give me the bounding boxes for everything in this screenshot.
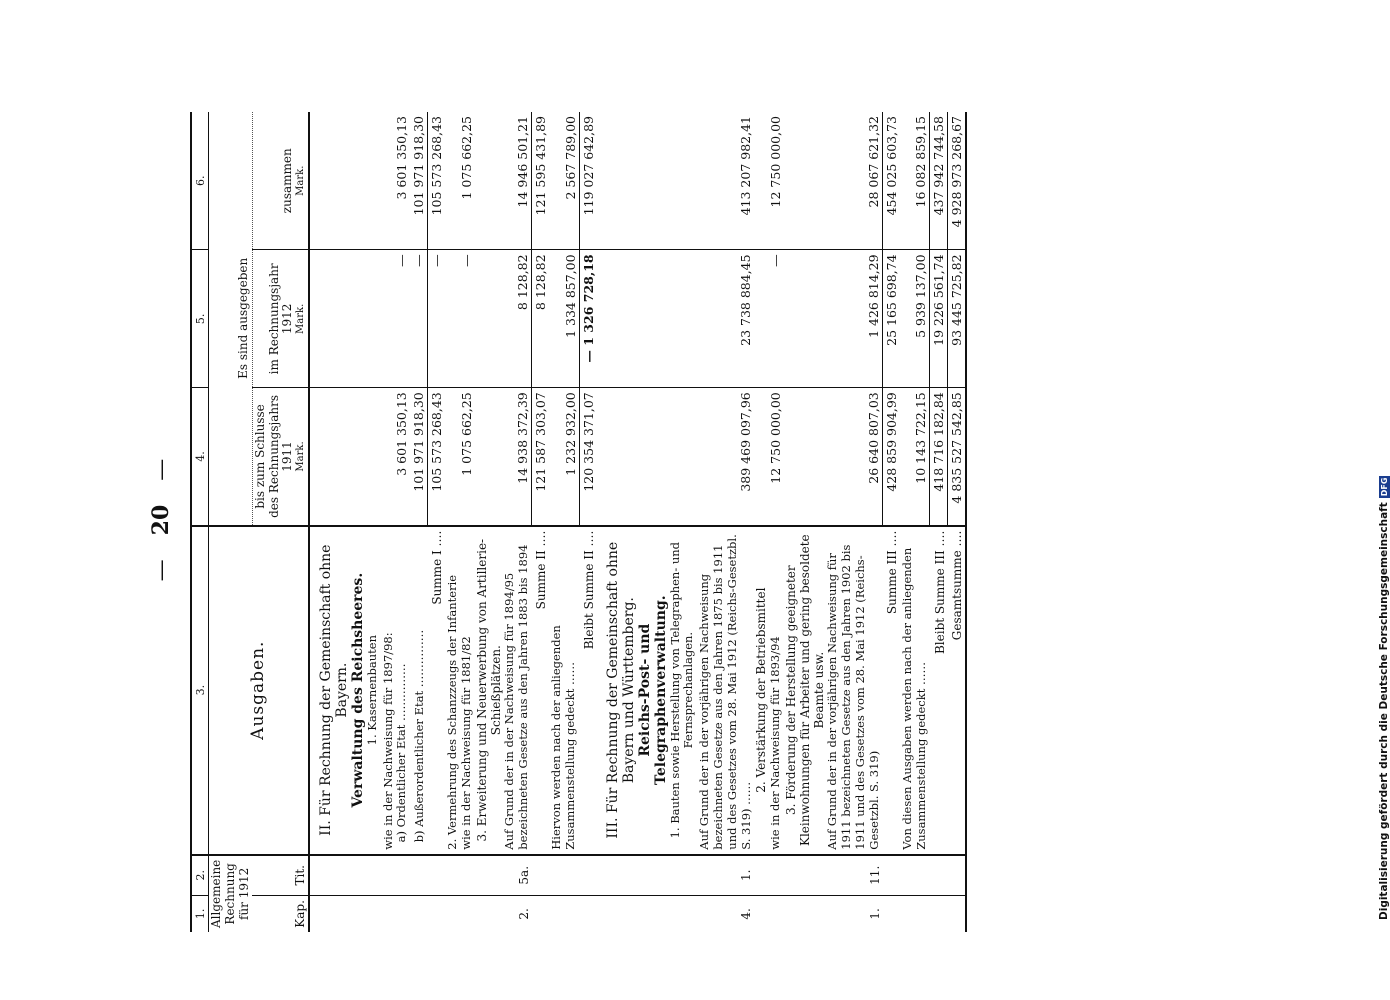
tit-number: 11. [784, 855, 883, 896]
cell-value: 389 469 097,96 [697, 388, 754, 526]
header-col6: zusammen Mark. [252, 112, 308, 250]
table-row [410, 112, 428, 932]
table-row [930, 112, 948, 932]
row-label: Von diesen Ausgaben werden nach der anliegenden Zusammenstellung gedeckt …… [900, 526, 930, 855]
table-row [428, 112, 446, 932]
rotated-page-content [140, 90, 1250, 950]
cell-value: 119 027 642,89 [579, 112, 597, 250]
col-num-5: 5. [191, 250, 209, 388]
table-row [579, 112, 597, 932]
cell-value: 10 143 722,15 [900, 388, 930, 526]
row-label: Hiervon werden nach der anliegenden Zusammenstellung gedeckt …… [549, 526, 579, 855]
section-2-title-row [309, 112, 381, 932]
cell-value: 3 601 350,13 [381, 388, 411, 526]
table-row [445, 112, 475, 932]
digitization-note [1360, 20, 1390, 980]
header-col4: bis zum Schlusse des Rechnungsjahrs 1911 Mark. [252, 388, 308, 526]
cell-value: 26 640 807,03 [784, 388, 883, 526]
table-row [532, 112, 550, 932]
cell-value: 5 939 137,00 [900, 250, 930, 388]
cell-value: 120 354 371,07 [579, 388, 597, 526]
page-number: —20— [148, 458, 174, 582]
cell-value: 8 128,82 [532, 250, 550, 388]
row-label: b) Außerordentlicher Etat …………… [410, 526, 428, 855]
cell-value: — [754, 250, 784, 388]
cell-value: 23 738 884,45 [697, 250, 754, 388]
cell-value: 28 067 621,32 [784, 112, 883, 250]
cell-value: 25 165 698,74 [883, 250, 901, 388]
row-label: Bleibt Summe II …. [579, 526, 597, 855]
cell-value: 8 128,82 [475, 250, 532, 388]
ledger-table [190, 112, 967, 932]
kap-number: 4. [739, 908, 754, 920]
row-label: Bleibt Summe III …. [930, 526, 948, 855]
header-kap: Kap. [292, 900, 307, 928]
row-label: Auf Grund der in der vorjährigen Nachweisung bezeichneten Gesetze aus den Jahren 1875 bis 1911 und des Gesetzes vom 28. Mai 1912 (Reichs-Gesetzbl. S. 319) …… [697, 526, 754, 855]
cell-value: 1 075 662,25 [445, 112, 475, 250]
table-row [883, 112, 901, 932]
header-tit: Tit. [252, 855, 308, 896]
cell-value: 4 928 973 268,67 [948, 112, 967, 250]
cell-value: 14 938 372,39 [475, 388, 532, 526]
kap-number: 2. [516, 908, 531, 920]
cell-value: — [410, 250, 428, 388]
col-num-6: 6. [191, 112, 209, 250]
cell-value: 428 859 904,99 [883, 388, 901, 526]
section-3-title-row [597, 112, 698, 932]
digitization-text: Digitalisierung gefördert durch die Deutsche Forschungsgemeinschaft [1378, 502, 1390, 920]
col-num-1: 1. [191, 895, 209, 932]
section-3-title: III. Für Rechnung der Gemeinschaft ohne Bayern und Württemberg. Reichs-Post- und Telegraphenverwaltung. 1. Bauten sowie Herstellung von Telegraphen- und Fernsprechanlagen. [597, 526, 698, 855]
cell-value: 3 601 350,13 [381, 112, 411, 250]
header-ausgaben: Ausgaben. [209, 526, 309, 855]
header-row [209, 112, 253, 932]
tit-number: 1. [697, 855, 754, 896]
table-row [475, 112, 532, 932]
cell-value: 121 587 303,07 [532, 388, 550, 526]
cell-value: 2 567 789,00 [549, 112, 579, 250]
cell-value: 454 025 603,73 [883, 112, 901, 250]
row-label: 2. Vermehrung des Schanzzeugs der Infanterie wie in der Nachweisung für 1881/82 [445, 526, 475, 855]
tit-number: 5a. [475, 855, 532, 896]
header-col5: im Rechnungsjahr 1912 Mark. [252, 250, 308, 388]
dfg-logo: DFG [1380, 477, 1389, 497]
row-label: Summe I …. [428, 526, 446, 855]
cell-value: 4 835 527 542,85 [948, 388, 967, 526]
table-row [784, 112, 883, 932]
cell-value: 418 716 182,84 [930, 388, 948, 526]
row-label: 2. Verstärkung der Betriebsmittel wie in der Nachweisung für 1893/94 [754, 526, 784, 855]
cell-value: 93 445 725,82 [948, 250, 967, 388]
cell-value: 16 082 859,15 [900, 112, 930, 250]
cell-value: 101 971 918,30 [410, 388, 428, 526]
cell-value: 437 942 744,58 [930, 112, 948, 250]
cell-value: 14 946 501,21 [475, 112, 532, 250]
table-row [900, 112, 930, 932]
row-label: Gesamtsumme …. [948, 526, 967, 855]
cell-value: 1 075 662,25 [445, 388, 475, 526]
col-num-2: 2. [191, 855, 209, 896]
header-rechnung: Allgemeine Rechnung für 1912 [209, 859, 251, 928]
kap-number: 1. [867, 908, 882, 920]
table-row [697, 112, 754, 932]
table-row [549, 112, 579, 932]
cell-value: 101 971 918,30 [410, 112, 428, 250]
cell-value: 19 226 561,74 [930, 250, 948, 388]
row-label: wie in der Nachweisung für 1897/98: a) Ordentlicher Etat …………… [381, 526, 411, 855]
row-label: 3. Förderung der Herstellung geeigneter Kleinwohnungen für Arbeiter und gering besoldete Beamte usw. Auf Grund der in der vorjährigen Nachweisung für 1911 bezeichneten Gesetze aus den Jahren 1902 bis 1911 und des Gesetzes vom 28. Mai 1912 (Reichs-Gesetzbl. S. 319) [784, 526, 883, 855]
col-num-4: 4. [191, 388, 209, 526]
table-row [381, 112, 411, 932]
table-row [754, 112, 784, 932]
cell-value: 121 595 431,89 [532, 112, 550, 250]
cell-value: 1 426 814,29 [784, 250, 883, 388]
row-label: 3. Erweiterung und Neuerwerbung von Artillerie-Schießplätzen. Auf Grund der in der Nachweisung für 1894/95 bezeichneten Gesetze aus den Jahren 1883 bis 1894 [475, 526, 532, 855]
cell-value: 12 750 000,00 [754, 112, 784, 250]
column-number-row [191, 112, 209, 932]
table-row-total [948, 112, 967, 932]
row-label: Summe II …. [532, 526, 550, 855]
header-es-sind-ausgegeben: Es sind ausgegeben [209, 112, 253, 526]
cell-value: 12 750 000,00 [754, 388, 784, 526]
cell-value: — [445, 250, 475, 388]
cell-value: 1 334 857,00 [549, 250, 579, 388]
col-num-3: 3. [191, 526, 209, 855]
section-2-title: II. Für Rechnung der Gemeinschaft ohne Bayern. Verwaltung des Reichsheeres. 1. Kasernenbauten [309, 526, 381, 855]
cell-value: 105 573 268,43 [428, 388, 446, 526]
cell-value: 105 573 268,43 [428, 112, 446, 250]
cell-value: — 1 326 728,18 [579, 250, 597, 388]
cell-value: — [428, 250, 446, 388]
cell-value: 1 232 932,00 [549, 388, 579, 526]
row-label: Summe III …. [883, 526, 901, 855]
cell-value: — [381, 250, 411, 388]
cell-value: 413 207 982,41 [697, 112, 754, 250]
